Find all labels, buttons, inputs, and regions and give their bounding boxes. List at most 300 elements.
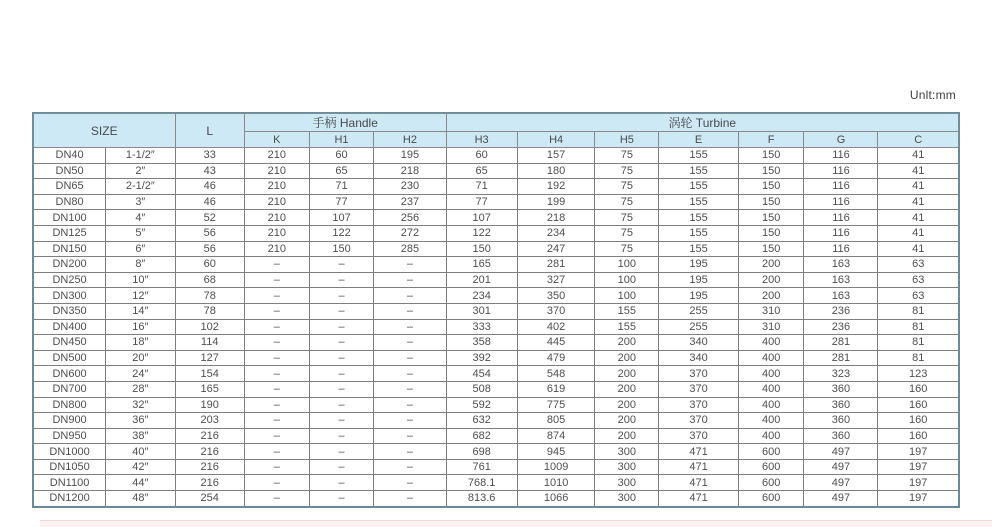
cell-k: – — [244, 366, 309, 382]
table-row — [34, 444, 959, 460]
cell-h2: 285 — [374, 241, 446, 257]
cell-size-dn: DN600 — [34, 366, 106, 382]
cell-h5: 75 — [595, 210, 659, 226]
table-row — [34, 459, 959, 475]
subheader-k: K — [244, 132, 309, 148]
cell-k: – — [244, 257, 309, 273]
cell-size-inch: 4″ — [106, 210, 175, 226]
cell-g: 497 — [804, 444, 878, 460]
cell-h1: – — [309, 381, 374, 397]
cell-h4: 445 — [517, 335, 595, 351]
cell-h4: 350 — [517, 288, 595, 304]
table-row — [34, 210, 959, 226]
cell-size-inch: 12″ — [106, 288, 175, 304]
cell-k: 210 — [244, 225, 309, 241]
cell-k: 210 — [244, 194, 309, 210]
subheader-c: C — [878, 132, 959, 148]
cell-k: – — [244, 319, 309, 335]
subheader-g: G — [804, 132, 878, 148]
table-row — [34, 413, 959, 429]
cell-c: 81 — [878, 335, 959, 351]
cell-h5: 75 — [595, 194, 659, 210]
cell-h5: 75 — [595, 241, 659, 257]
cell-h4: 945 — [517, 444, 595, 460]
cell-h2: – — [374, 491, 446, 507]
cell-h3: 392 — [446, 350, 517, 366]
table-row — [34, 303, 959, 319]
cell-f: 600 — [738, 475, 804, 491]
table-row — [34, 257, 959, 273]
cell-l: 127 — [175, 350, 244, 366]
cell-g: 116 — [804, 225, 878, 241]
cell-h1: – — [309, 491, 374, 507]
cell-h3: 201 — [446, 272, 517, 288]
cell-f: 400 — [738, 366, 804, 382]
cell-h2: – — [374, 257, 446, 273]
cell-h2: – — [374, 303, 446, 319]
cell-f: 310 — [738, 319, 804, 335]
cell-h1: 107 — [309, 210, 374, 226]
cell-e: 195 — [659, 288, 739, 304]
cell-f: 150 — [738, 148, 804, 164]
table-row — [34, 335, 959, 351]
cell-c: 41 — [878, 241, 959, 257]
cell-l: 165 — [175, 381, 244, 397]
cell-h4: 281 — [517, 257, 595, 273]
cell-h4: 192 — [517, 179, 595, 195]
table-row — [34, 475, 959, 491]
cell-h2: – — [374, 413, 446, 429]
cell-size-dn: DN350 — [34, 303, 106, 319]
table-row — [34, 148, 959, 164]
cell-size-inch: 20″ — [106, 350, 175, 366]
cell-size-inch: 10″ — [106, 272, 175, 288]
cell-h1: – — [309, 475, 374, 491]
cell-h1: – — [309, 459, 374, 475]
cell-size-dn: DN500 — [34, 350, 106, 366]
cell-e: 155 — [659, 194, 739, 210]
cell-e: 255 — [659, 303, 739, 319]
cell-h1: – — [309, 350, 374, 366]
cell-f: 200 — [738, 288, 804, 304]
cell-k: – — [244, 413, 309, 429]
header-size: SIZE — [34, 114, 176, 148]
cell-h2: – — [374, 397, 446, 413]
cell-h1: – — [309, 272, 374, 288]
cell-size-dn: DN125 — [34, 225, 106, 241]
cell-c: 197 — [878, 491, 959, 507]
subheader-h5: H5 — [595, 132, 659, 148]
cell-h2: 237 — [374, 194, 446, 210]
table-row — [34, 163, 959, 179]
cell-k: – — [244, 272, 309, 288]
cell-h4: 775 — [517, 397, 595, 413]
cell-l: 46 — [175, 179, 244, 195]
cell-k: – — [244, 491, 309, 507]
cell-g: 116 — [804, 179, 878, 195]
cell-h1: 60 — [309, 148, 374, 164]
cell-h5: 155 — [595, 303, 659, 319]
cell-h1: – — [309, 303, 374, 319]
table-body — [34, 148, 959, 507]
cell-g: 360 — [804, 397, 878, 413]
cell-h2: 218 — [374, 163, 446, 179]
cell-g: 163 — [804, 257, 878, 273]
table-row — [34, 179, 959, 195]
cell-l: 60 — [175, 257, 244, 273]
cell-h4: 199 — [517, 194, 595, 210]
cell-h3: 77 — [446, 194, 517, 210]
table-row — [34, 428, 959, 444]
cell-h4: 402 — [517, 319, 595, 335]
cell-h3: 508 — [446, 381, 517, 397]
cell-f: 600 — [738, 491, 804, 507]
cell-size-inch: 24″ — [106, 366, 175, 382]
table-row — [34, 397, 959, 413]
cell-h2: – — [374, 319, 446, 335]
cell-c: 41 — [878, 179, 959, 195]
cell-h5: 200 — [595, 381, 659, 397]
cell-h2: 256 — [374, 210, 446, 226]
cell-h5: 200 — [595, 428, 659, 444]
cell-h4: 479 — [517, 350, 595, 366]
cell-h5: 75 — [595, 179, 659, 195]
cell-g: 116 — [804, 148, 878, 164]
cell-e: 370 — [659, 381, 739, 397]
cell-g: 360 — [804, 413, 878, 429]
cell-size-dn: DN65 — [34, 179, 106, 195]
cell-size-dn: DN800 — [34, 397, 106, 413]
cell-h3: 698 — [446, 444, 517, 460]
spec-table — [33, 113, 959, 507]
cell-l: 52 — [175, 210, 244, 226]
cell-f: 310 — [738, 303, 804, 319]
cell-size-inch: 16″ — [106, 319, 175, 335]
header-turbine-group: 涡轮 Turbine — [446, 114, 958, 132]
cell-e: 195 — [659, 257, 739, 273]
cell-h3: 761 — [446, 459, 517, 475]
cell-g: 163 — [804, 272, 878, 288]
cell-h5: 200 — [595, 335, 659, 351]
cell-l: 216 — [175, 428, 244, 444]
cell-h2: – — [374, 350, 446, 366]
cell-c: 63 — [878, 288, 959, 304]
cell-h4: 218 — [517, 210, 595, 226]
cell-c: 123 — [878, 366, 959, 382]
table-row — [34, 194, 959, 210]
table-row — [34, 319, 959, 335]
cell-size-dn: DN50 — [34, 163, 106, 179]
cell-h3: 71 — [446, 179, 517, 195]
cell-k: – — [244, 459, 309, 475]
cell-f: 150 — [738, 194, 804, 210]
cell-e: 155 — [659, 163, 739, 179]
cell-h1: – — [309, 413, 374, 429]
subheader-f: F — [738, 132, 804, 148]
cell-e: 155 — [659, 179, 739, 195]
cell-size-inch: 28″ — [106, 381, 175, 397]
cell-h5: 100 — [595, 257, 659, 273]
cell-f: 400 — [738, 381, 804, 397]
cell-h1: – — [309, 366, 374, 382]
cell-h3: 234 — [446, 288, 517, 304]
cell-e: 471 — [659, 459, 739, 475]
cell-h2: – — [374, 381, 446, 397]
cell-l: 68 — [175, 272, 244, 288]
cell-c: 197 — [878, 459, 959, 475]
cell-h5: 75 — [595, 163, 659, 179]
cell-size-dn: DN80 — [34, 194, 106, 210]
cell-h2: – — [374, 335, 446, 351]
cell-size-dn: DN100 — [34, 210, 106, 226]
cell-k: – — [244, 381, 309, 397]
cell-size-dn: DN200 — [34, 257, 106, 273]
cell-h2: – — [374, 444, 446, 460]
cell-l: 33 — [175, 148, 244, 164]
cell-c: 41 — [878, 210, 959, 226]
cell-l: 254 — [175, 491, 244, 507]
table-row — [34, 491, 959, 507]
cell-l: 154 — [175, 366, 244, 382]
table-row — [34, 241, 959, 257]
cell-c: 41 — [878, 148, 959, 164]
cell-k: – — [244, 444, 309, 460]
header-handle-group: 手柄 Handle — [244, 114, 446, 132]
cell-h3: 813.6 — [446, 491, 517, 507]
cell-h1: 150 — [309, 241, 374, 257]
cell-h5: 75 — [595, 148, 659, 164]
cell-l: 43 — [175, 163, 244, 179]
table-row — [34, 225, 959, 241]
cell-h5: 100 — [595, 272, 659, 288]
cell-h5: 200 — [595, 413, 659, 429]
cell-e: 340 — [659, 350, 739, 366]
cell-g: 163 — [804, 288, 878, 304]
cell-h4: 548 — [517, 366, 595, 382]
cell-l: 46 — [175, 194, 244, 210]
cell-e: 155 — [659, 148, 739, 164]
cell-h4: 370 — [517, 303, 595, 319]
cell-h4: 874 — [517, 428, 595, 444]
cell-l: 78 — [175, 303, 244, 319]
cell-g: 281 — [804, 335, 878, 351]
cell-size-inch: 3″ — [106, 194, 175, 210]
cell-size-dn: DN1100 — [34, 475, 106, 491]
cell-g: 360 — [804, 381, 878, 397]
cell-e: 370 — [659, 413, 739, 429]
cell-h4: 247 — [517, 241, 595, 257]
cell-size-inch: 2″ — [106, 163, 175, 179]
cell-h3: 301 — [446, 303, 517, 319]
cell-f: 150 — [738, 210, 804, 226]
cell-l: 56 — [175, 225, 244, 241]
cell-g: 323 — [804, 366, 878, 382]
cell-c: 160 — [878, 381, 959, 397]
cell-e: 471 — [659, 444, 739, 460]
cell-k: 210 — [244, 210, 309, 226]
cell-h4: 180 — [517, 163, 595, 179]
cell-g: 497 — [804, 491, 878, 507]
cell-l: 114 — [175, 335, 244, 351]
cell-h4: 619 — [517, 381, 595, 397]
cell-size-dn: DN1200 — [34, 491, 106, 507]
cell-e: 370 — [659, 397, 739, 413]
cell-h3: 592 — [446, 397, 517, 413]
cell-k: – — [244, 428, 309, 444]
cell-h5: 75 — [595, 225, 659, 241]
cell-h1: – — [309, 444, 374, 460]
cell-k: 210 — [244, 163, 309, 179]
cell-h5: 200 — [595, 350, 659, 366]
cell-size-inch: 6″ — [106, 241, 175, 257]
cell-f: 400 — [738, 397, 804, 413]
cell-h1: – — [309, 319, 374, 335]
cell-size-dn: DN700 — [34, 381, 106, 397]
cell-size-inch: 1-1/2″ — [106, 148, 175, 164]
table-row — [34, 272, 959, 288]
cell-f: 150 — [738, 179, 804, 195]
cell-h5: 155 — [595, 319, 659, 335]
cell-c: 63 — [878, 257, 959, 273]
cell-h3: 632 — [446, 413, 517, 429]
table-row — [34, 381, 959, 397]
cell-f: 400 — [738, 428, 804, 444]
cell-h3: 333 — [446, 319, 517, 335]
cell-size-inch: 40″ — [106, 444, 175, 460]
cell-h3: 60 — [446, 148, 517, 164]
cell-e: 195 — [659, 272, 739, 288]
cell-size-inch: 36″ — [106, 413, 175, 429]
cell-f: 200 — [738, 272, 804, 288]
cell-h5: 300 — [595, 444, 659, 460]
cell-size-inch: 44″ — [106, 475, 175, 491]
cell-k: – — [244, 303, 309, 319]
cell-h4: 234 — [517, 225, 595, 241]
cell-e: 471 — [659, 491, 739, 507]
cell-size-inch: 42″ — [106, 459, 175, 475]
subheader-h3: H3 — [446, 132, 517, 148]
cell-size-dn: DN250 — [34, 272, 106, 288]
subheader-e: E — [659, 132, 739, 148]
cell-h3: 768.1 — [446, 475, 517, 491]
cell-c: 197 — [878, 475, 959, 491]
cell-k: 210 — [244, 179, 309, 195]
cell-e: 340 — [659, 335, 739, 351]
cell-l: 203 — [175, 413, 244, 429]
cell-c: 160 — [878, 413, 959, 429]
cell-size-dn: DN950 — [34, 428, 106, 444]
subheader-h1: H1 — [309, 132, 374, 148]
table-row — [34, 350, 959, 366]
cell-f: 150 — [738, 163, 804, 179]
cell-f: 400 — [738, 413, 804, 429]
cell-h4: 1066 — [517, 491, 595, 507]
cell-e: 155 — [659, 210, 739, 226]
cell-h4: 1009 — [517, 459, 595, 475]
cell-e: 370 — [659, 428, 739, 444]
cell-h5: 300 — [595, 475, 659, 491]
cell-size-inch: 48″ — [106, 491, 175, 507]
cell-l: 78 — [175, 288, 244, 304]
cell-size-dn: DN150 — [34, 241, 106, 257]
cell-g: 236 — [804, 303, 878, 319]
subheader-h4: H4 — [517, 132, 595, 148]
cell-f: 150 — [738, 241, 804, 257]
cell-e: 370 — [659, 366, 739, 382]
cell-h1: – — [309, 257, 374, 273]
cell-e: 155 — [659, 241, 739, 257]
cell-e: 255 — [659, 319, 739, 335]
cell-g: 360 — [804, 428, 878, 444]
cell-h5: 200 — [595, 366, 659, 382]
cell-f: 150 — [738, 225, 804, 241]
cell-k: – — [244, 288, 309, 304]
cell-k: 210 — [244, 148, 309, 164]
cell-k: – — [244, 350, 309, 366]
cell-g: 497 — [804, 475, 878, 491]
cell-h4: 327 — [517, 272, 595, 288]
cell-h3: 65 — [446, 163, 517, 179]
cell-g: 116 — [804, 210, 878, 226]
cell-h3: 454 — [446, 366, 517, 382]
cell-h2: – — [374, 272, 446, 288]
subheader-h2: H2 — [374, 132, 446, 148]
cell-h5: 300 — [595, 459, 659, 475]
cell-h2: – — [374, 288, 446, 304]
cell-h2: 195 — [374, 148, 446, 164]
cell-h1: – — [309, 428, 374, 444]
cell-h2: 230 — [374, 179, 446, 195]
cell-k: – — [244, 475, 309, 491]
header-row-groups — [34, 114, 959, 132]
cell-f: 400 — [738, 335, 804, 351]
cell-f: 200 — [738, 257, 804, 273]
cell-h1: 122 — [309, 225, 374, 241]
cell-f: 600 — [738, 444, 804, 460]
cell-size-dn: DN900 — [34, 413, 106, 429]
cell-h3: 358 — [446, 335, 517, 351]
cell-c: 63 — [878, 272, 959, 288]
cell-h4: 157 — [517, 148, 595, 164]
cell-c: 197 — [878, 444, 959, 460]
cell-size-dn: DN1000 — [34, 444, 106, 460]
cell-c: 41 — [878, 194, 959, 210]
cell-h1: – — [309, 288, 374, 304]
cell-size-dn: DN450 — [34, 335, 106, 351]
cell-l: 216 — [175, 459, 244, 475]
cell-l: 216 — [175, 475, 244, 491]
cell-h1: 77 — [309, 194, 374, 210]
cell-g: 116 — [804, 194, 878, 210]
cell-c: 81 — [878, 319, 959, 335]
cell-size-inch: 5″ — [106, 225, 175, 241]
cell-size-dn: DN300 — [34, 288, 106, 304]
cell-g: 497 — [804, 459, 878, 475]
cell-size-dn: DN1050 — [34, 459, 106, 475]
cell-size-dn: DN40 — [34, 148, 106, 164]
cell-h3: 682 — [446, 428, 517, 444]
cell-h3: 107 — [446, 210, 517, 226]
cell-h2: – — [374, 366, 446, 382]
cell-h1: 71 — [309, 179, 374, 195]
cell-h2: – — [374, 459, 446, 475]
cell-c: 160 — [878, 428, 959, 444]
cell-k: 210 — [244, 241, 309, 257]
cell-h5: 200 — [595, 397, 659, 413]
cell-size-inch: 18″ — [106, 335, 175, 351]
cell-size-inch: 14″ — [106, 303, 175, 319]
table-row — [34, 288, 959, 304]
